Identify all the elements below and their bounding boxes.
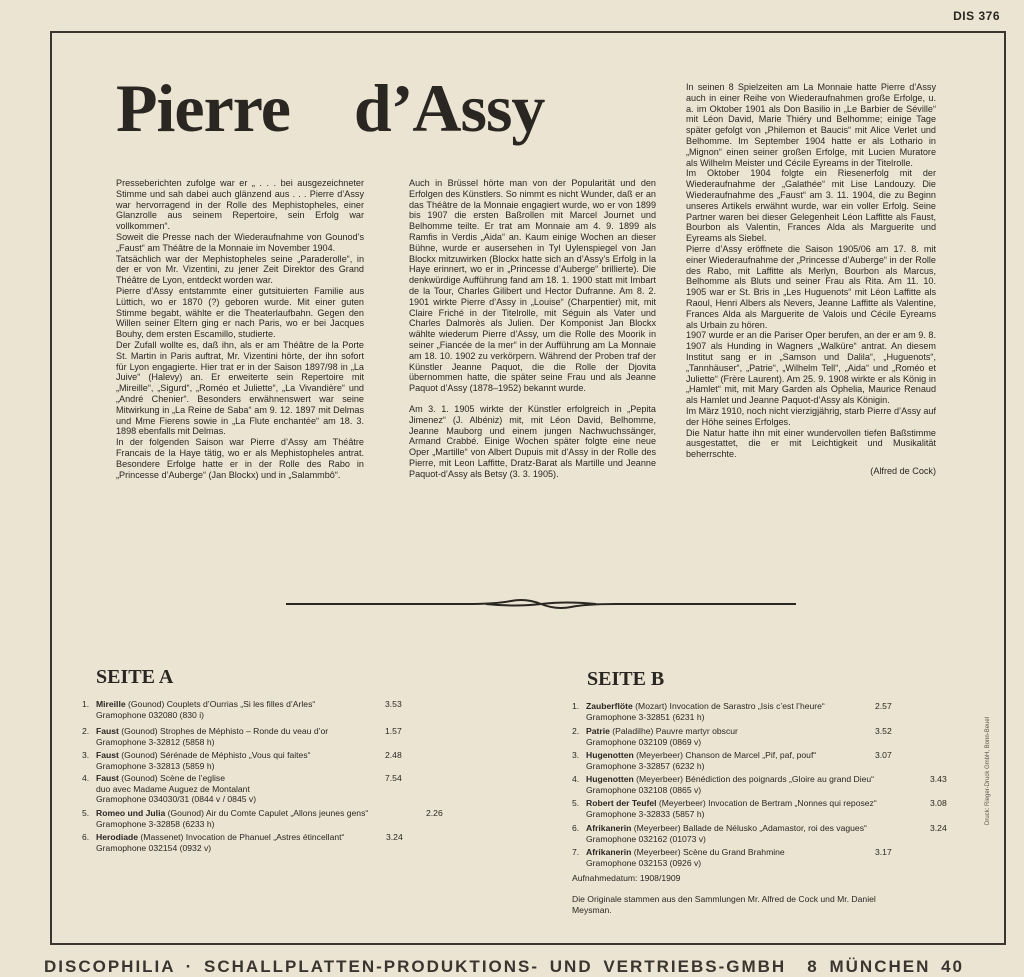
track-item — [82, 832, 462, 854]
track-duration: 3.43 — [930, 774, 947, 784]
track-title — [96, 750, 311, 761]
track-number: 4. — [572, 774, 580, 784]
track-description: (Paladilhe) Pauvre martyr obscur — [609, 726, 738, 736]
track-description: (Gounod) Strophes de Méphisto – Ronde du veau d’or — [118, 726, 329, 736]
paragraph: Soweit die Presse nach der Wiederaufnahme von Gounod’s „Faust“ am Théâtre de la Monnaie im November 1904. — [116, 231, 364, 253]
paragraph: Pierre d’Assy entstammte einer gutsituierten Familie aus Lüttich, wo er 1870 (?) geboren wurde. Mit einer guten Stimme begabt, wählte er die Theaterlaufbahn. Gegen den Willen seiner Eltern ging er nach Paris, wo er bei Jacques Bouhy, dem ersten Escamillo, studierte. — [116, 285, 364, 340]
publisher-footer — [44, 957, 1004, 977]
paragraph: Am 3. 1. 1905 wirkte der Künstler erfolgreich in „Pepita Jimenez“ (J. Albéniz) mit, mit Léon David, Belhomme, Jeanne Mauborg und einem jungen Nachwuchssänger, Armand Crabbé. Einige Wochen später folgte eine neue Oper „Martille“ von Albert Dupuis mit d’Assy in der Rolle des Pierre, mit Leon Laffitte, Dratz-Barat als Martille und Jeanne Paquot-d’Assy als Betsy (3. 3. 1905). — [409, 403, 656, 479]
track-work: Hugenotten — [586, 774, 634, 784]
track-item — [82, 773, 462, 805]
track-work: Afrikanerin — [586, 823, 632, 833]
recording-date: Aufnahmedatum: 1908/1909 — [572, 873, 681, 883]
track-title — [586, 798, 877, 809]
printer-credit: Druck: Rieger-Druck GmbH, Bonn-Beuel — [985, 716, 991, 825]
track-number: 1. — [82, 699, 90, 709]
track-description: (Meyerbeer) Bénédiction des poignards „Gloire au grand Dieu“ — [633, 774, 875, 784]
paragraph: Auch in Brüssel hörte man von der Popularität und den Erfolgen des Künstlers. So nimmt es nicht Wunder, daß er an das Théâtre de la Monnaie engagiert wurde, wo er von 1899 bis 1907 die ersten Baßrollen mit Marcel Journet und Belhomme teilte. Er trat am Monnaie am 4. 9. 1899 als Ramfis in Verdis „Aida“ an. Kaum einige Wochen an dieser Bühne, wurde er ausersehen in Tyl Uylenspiegel von Jan Blockx mitzuwirken (Blockx hatte sich an d’Assy’s Erfolg in la Haye erinnert, wo er in „Princesse d’Auberge“ brillierte). Die denkwürdige Aufführung fand am 18. 1. 1900 statt mit Imbart de la Tour, Charles Gilibert und Hector Dufranne. Am 8. 2. 1901 wirkte Pierre d’Assy in „Louise“ (Charpentier) mit, mit Claire Friché in der Titelrolle, mit Séguin als Vater und Charles Dalmorès als Julien. Der Komponist Jan Blockx wählte wiederum Pierre d’Assy, um die Rolle des Moorik in seiner „Fiancée de la mer“ in der Aufführung am La Monnaie am 18. 10. 1902 zu verkörpern. Während der Proben traf der Künstler Jeanne Paquot, die die Rolle der Djovita übernommen hatte, die später seine Frau und als Jeanne Paquot d’Assy (1878–1952) bekannt wurde. — [409, 178, 656, 394]
track-title — [586, 701, 825, 712]
track-catalog: Gramophone 034030/31 (0844 v / 0845 v) — [96, 794, 257, 805]
track-duration: 7.54 — [385, 773, 402, 783]
track-note: duo avec Madame Auguez de Montalant — [96, 783, 250, 794]
track-work: Zauberflöte — [586, 701, 633, 711]
track-work: Faust — [96, 726, 119, 736]
paragraph: Im Oktober 1904 folgte ein Riesenerfolg mit der Wiederaufnahme der „Galathée“ mit Lise Landouzy. Die Wiederaufnahme des „Faust“ am 3. 11. 1904, die zu Beginn unseres Artikels erwähnt wurde, war ein voller Erfolg. Seine Partner waren bei dieser Gelegenheit Léon Laffitte als Faust, Bourbon als Valentin, Frances Alda als Marguerite und Eyreams als Siebel. — [686, 168, 936, 244]
track-title — [586, 823, 867, 834]
track-number: 5. — [82, 808, 90, 818]
track-catalog: Gramophone 3-32813 (5859 h) — [96, 760, 215, 771]
track-duration: 3.17 — [875, 847, 892, 857]
track-number: 7. — [572, 847, 580, 857]
track-duration: 3.24 — [386, 832, 403, 842]
track-number: 1. — [572, 701, 580, 711]
paragraph: In seinen 8 Spielzeiten am La Monnaie hatte Pierre d’Assy auch in einer Reihe von Wiederaufnahmen große Erfolge, u. a. im Oktober 1901 als Don Basilio in „Le Barbier de Séville“ mit Léon David, Marie Thiéry und Belhomme; einige Tage später gefolgt von „Philemon et Baucis“ mit Alice Verlet und Belhomme. Im September 1904 hatte er als Lothario in „Mignon“ einen seiner großen Erfolge, mit Lucien Muratore als Wilhelm Meister und Cécile Eyreams in der Titelrolle. — [686, 82, 936, 168]
side-b-heading: SEITE B — [587, 668, 665, 690]
article-column-3 — [686, 82, 936, 477]
track-description: (Gounod) Scène de l’eglise — [118, 773, 225, 783]
track-work: Hugenotten — [586, 750, 634, 760]
track-work: Romeo und Julia — [96, 808, 166, 818]
track-number: 3. — [572, 750, 580, 760]
track-number: 2. — [82, 726, 90, 736]
page-title: Pierre d’Assy — [116, 70, 545, 146]
track-title — [586, 726, 738, 737]
track-title — [96, 808, 368, 819]
track-number: 2. — [572, 726, 580, 736]
track-title — [96, 726, 328, 737]
track-description: (Gounod) Sérénade de Méphisto „Vous qui faites“ — [118, 750, 311, 760]
track-duration: 3.52 — [875, 726, 892, 736]
publisher-name: DISCOPHILIA · SCHALLPLATTEN-PRODUKTIONS- UND VERTRIEBS-GMBH — [44, 957, 787, 976]
paragraph: In der folgenden Saison war Pierre d’Assy am Théâtre Francais de la Haye tätig, wo er als Mephistopheles antrat. Besondere Erfolge hatte er in der Rolle des Rabo in „Princesse d’Auberge“ (Jan Blockx) und in „Salammbô“. — [116, 437, 364, 480]
track-work: Robert der Teufel — [586, 798, 657, 808]
paragraph: Pierre d’Assy eröffnete die Saison 1905/06 am 17. 8. mit einer Wiederaufnahme der „Princesse d’Auberge“ in der Rolle des Rabo, mit Laffitte als Merlyn, Bourbon als Marcus, Belhomme als Bluts und seiner Frau als Rita. Am 11. 10. 1905 war er St. Bris in „Les Huguenots“ mit Léon Laffitte als Raoul, Henri Albers als Nevers, Jeanne Laffitte als Valentine, Frances Alda als Marguerite de Valois und Cécile Eyreams als Urbain zu hören. — [686, 243, 936, 330]
track-description: (Meyerbeer) Invocation de Bertram „Nonnes qui reposez“ — [656, 798, 877, 808]
track-catalog: Gramophone 032109 (0869 v) — [586, 736, 702, 747]
track-work: Faust — [96, 750, 119, 760]
track-catalog: Gramophone 3-32857 (6232 h) — [586, 760, 705, 771]
decorative-divider — [286, 596, 796, 612]
track-catalog: Gramophone 3-32833 (5857 h) — [586, 808, 705, 819]
track-duration: 3.24 — [930, 823, 947, 833]
track-description: (Gounod) Couplets d’Ourrias „Si les filles d’Arles“ — [125, 699, 316, 709]
track-number: 5. — [572, 798, 580, 808]
track-number: 4. — [82, 773, 90, 783]
track-number: 6. — [572, 823, 580, 833]
track-duration: 1.57 — [385, 726, 402, 736]
track-catalog: Gramophone 3-32812 (5858 h) — [96, 736, 215, 747]
track-item — [572, 774, 952, 796]
paragraph: Im März 1910, noch nicht vierzigjährig, starb Pierre d’Assy auf der Höhe seines Erfolges. — [686, 405, 936, 427]
track-description: (Meyerbeer) Ballade de Nélusko „Adamastor, roi des vagues“ — [631, 823, 867, 833]
track-catalog: Gramophone 032162 (01073 v) — [586, 833, 706, 844]
track-catalog: Gramophone 032080 (830 i) — [96, 709, 204, 720]
track-number: 6. — [82, 832, 90, 842]
paragraph: 1907 wurde er an die Pariser Oper berufen, an der er am 9. 8. 1907 als Hunding in Wagners „Walküre“ antrat. An diesem Institut sang er in „Samson und Dalila“, „Huguenots“, „Tannhäuser“, „Patrie“, „Wilhelm Tell“, „Aida“ und „Roméo et Juliette“ (Frère Laurent). Am 25. 9. 1908 wirkte er als König in „Hamlet“ mit, mit Mary Garden als Ophelia, Maurice Renaud als Hamlet und Jeanne Paquot-d’Assy als Königin. — [686, 330, 936, 406]
track-title — [96, 832, 344, 843]
track-description: (Meyerbeer) Scène du Grand Brahmine — [631, 847, 785, 857]
track-catalog: Gramophone 3-32851 (6231 h) — [586, 711, 705, 722]
paragraph: Die Natur hatte ihn mit einer wundervollen tiefen Baßstimme ausgestattet, die er mit Leichtigkeit und Musikalität beherrschte. — [686, 427, 936, 460]
publisher-city: 8 MÜNCHEN 40 — [807, 957, 964, 976]
track-description: (Meyerbeer) Chanson de Marcel „Pif, paf, pouf“ — [633, 750, 817, 760]
track-duration: 2.26 — [426, 808, 443, 818]
track-work: Mireille — [96, 699, 126, 709]
origin-note: Die Originale stammen aus den Sammlungen Mr. Alfred de Cock und Mr. Daniel Meysman. — [572, 894, 876, 915]
track-duration: 3.08 — [930, 798, 947, 808]
track-title — [96, 773, 225, 784]
track-duration: 2.48 — [385, 750, 402, 760]
article-author: (Alfred de Cock) — [870, 465, 936, 476]
track-title — [586, 750, 816, 761]
article-column-1 — [116, 178, 364, 480]
track-item — [572, 847, 952, 869]
side-a-heading: SEITE A — [96, 666, 174, 688]
track-duration: 2.57 — [875, 701, 892, 711]
track-catalog: Gramophone 032108 (0865 v) — [586, 784, 702, 795]
article-column-2 — [409, 178, 656, 480]
paragraph: Tatsächlich war der Mephistopheles seine „Paraderolle“, in der er von Mr. Vizentini, zu jener Zeit Direktor des Grand Théâtre de Lyon, entdeckt worden war. — [116, 253, 364, 286]
track-number: 3. — [82, 750, 90, 760]
paragraph: Der Zufall wollte es, daß ihn, als er am Théâtre de la Porte St. Martin in Paris auftrat, Mr. Vizentini hörte, der ihn sofort für Lyon engagierte. Hier trat er in der Saison 1897/98 in „La Juive“ (Halevy) an. Er erweiterte sein Repertoire mit „Mireille“, „Sigurd“, „Roméo et Juliette“, „La Vivandière“ und „André Chenier“. Besonders erwähnenswert war seine Mitwirkung in „La Reine de Saba“ am 9. 12. 1897 mit Delmas und Mme Fierens sowie in „La Flute enchantée“ am 18. 3. 1898 ebenfalls mit Delmas. — [116, 339, 364, 437]
track-item — [82, 808, 462, 830]
track-description: (Gounod) Air du Comte Capulet „Allons jeunes gens“ — [165, 808, 369, 818]
track-item — [572, 798, 952, 820]
track-title — [96, 699, 315, 710]
track-work: Herodiade — [96, 832, 139, 842]
paragraph: Presseberichten zufolge war er „ . . . bei ausgezeichneter Stimme und sah dabei auch glänzend aus . . . Pierre d’Assy war hervorragend in der Rolle des Mephistopheles, einer Glanzrolle aus seinem Repertoire, sein Erfolg war vollkommen“. — [116, 178, 364, 232]
track-work: Patrie — [586, 726, 610, 736]
track-item — [82, 726, 462, 748]
track-item — [572, 701, 952, 723]
track-item — [572, 726, 952, 748]
track-item — [572, 823, 952, 845]
track-catalog: Gramophone 032153 (0926 v) — [586, 857, 702, 868]
catalog-number: DIS 376 — [953, 9, 1000, 23]
track-item — [82, 699, 462, 721]
track-description: (Mozart) Invocation de Sarastro „Isis c’est l’heure“ — [632, 701, 825, 711]
track-description: (Massenet) Invocation de Phanuel „Astres étincellant“ — [138, 832, 345, 842]
track-work: Faust — [96, 773, 119, 783]
track-catalog: Gramophone 032154 (0932 v) — [96, 842, 212, 853]
track-title — [586, 847, 785, 858]
track-title — [586, 774, 874, 785]
track-duration: 3.53 — [385, 699, 402, 709]
track-catalog: Gramophone 3-32858 (6233 h) — [96, 818, 215, 829]
track-item — [82, 750, 462, 772]
track-work: Afrikanerin — [586, 847, 632, 857]
track-item — [572, 750, 952, 772]
track-duration: 3.07 — [875, 750, 892, 760]
